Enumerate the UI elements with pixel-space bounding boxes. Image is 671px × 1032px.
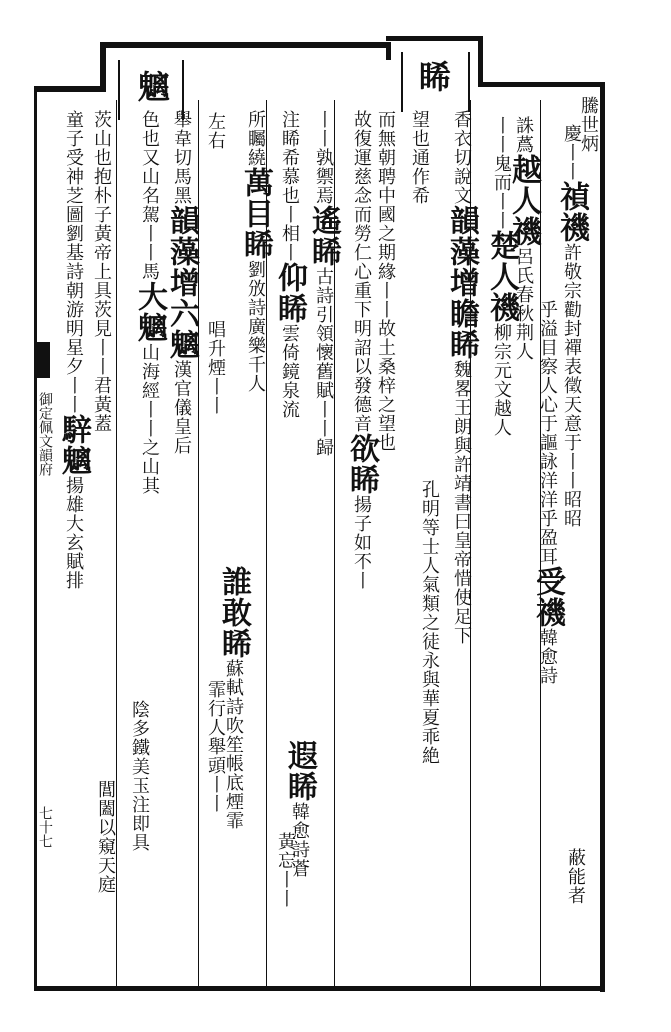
text-run: 劉攽詩廣樂千人: [245, 260, 266, 393]
text-column-13: [238, 110, 273, 393]
frame-tab2-right: [478, 36, 483, 86]
headword: 騂魑: [56, 414, 91, 476]
text-column-6: [566, 848, 584, 905]
header-box2-left: [401, 52, 403, 112]
text-run: 茨山也抱朴子黃帝上具茨見丨丨君黃蓋: [91, 110, 112, 433]
page-number: 七十七: [37, 806, 53, 848]
headword: 楚人禨: [484, 230, 519, 323]
text-run: 韓愈詩蒼: [289, 802, 310, 878]
section-header-xi: 睎: [414, 60, 452, 92]
headword: 受禨: [530, 566, 565, 628]
frame-tab2-top: [386, 36, 482, 41]
text-run: 故復運慈念而勞仁心重下明詔以發德音: [351, 110, 372, 433]
headword: 欲睎: [344, 433, 379, 495]
frame-top-right: [478, 82, 603, 87]
text-run: 漢官儀皇后: [171, 360, 192, 455]
text-column-9: [376, 110, 394, 452]
text-run: 古詩引領: [313, 267, 334, 343]
text-run: 孔明等士人氣類之徒永與華夏乖絶: [419, 480, 440, 765]
text-column-7: [444, 110, 479, 645]
text-column-21: [96, 780, 114, 894]
text-run: 所矚繞: [245, 110, 266, 167]
headword: 越人禨: [506, 154, 541, 247]
text-run: 蔽能者: [565, 848, 586, 905]
headword: 韻藻增瞻睎: [444, 205, 479, 360]
headword: 禎禨: [554, 181, 589, 243]
text-column-10: [344, 110, 379, 590]
text-run: 駕丨丨馬: [139, 205, 160, 281]
text-run: 霏行人舉頭丨丨: [205, 680, 226, 813]
text-column-16: [164, 110, 199, 455]
text-column-8b: [420, 480, 438, 765]
headword: 誰敢睎: [216, 566, 251, 659]
headword: 仰睎: [272, 262, 307, 324]
text-run: 黃忘丨丨: [275, 832, 296, 908]
text-run: 柳宗元文越人: [491, 323, 512, 437]
text-run: 陰多鐵美玉注即具: [129, 700, 150, 852]
headword: 遙睎: [306, 205, 341, 267]
text-column-13b: [276, 832, 294, 908]
frame-bottom: [34, 986, 605, 991]
frame-left: [34, 86, 37, 991]
text-run: 騰世炳: [578, 96, 599, 153]
text-column-20: [56, 110, 91, 590]
text-run: 唱升煙丨丨: [205, 320, 226, 415]
text-column-17: [132, 110, 167, 495]
rule-line: [116, 100, 117, 986]
frame-tab1-left: [100, 46, 106, 92]
header-box1-left: [118, 60, 120, 120]
text-run: 揚雄大玄賦排: [63, 476, 84, 590]
text-run: 而無朝聘中國之期緣丨丨故土桑梓之望也: [375, 110, 396, 452]
text-run: 色也又山名: [139, 110, 160, 205]
text-run: 魏畧王朗與許靖書曰皇帝惜使足下: [451, 360, 472, 645]
text-run: 揚子如不丨: [351, 495, 372, 590]
frame-tab1-top: [100, 42, 390, 48]
text-column-14: [206, 112, 224, 150]
frame-right: [600, 82, 605, 992]
text-run: 左右: [205, 112, 226, 150]
text-column-18: [130, 700, 148, 852]
fold-marker: [36, 342, 50, 378]
text-column-11: [306, 110, 341, 457]
text-run: 望也通作希: [409, 110, 430, 205]
headword: 萬目睎: [238, 167, 273, 260]
text-run: 呂氏春秋荆人: [513, 247, 534, 361]
text-run: 韓愈詩: [537, 628, 558, 685]
text-run: 舉韋切馬黑: [171, 110, 192, 205]
text-run: 丨相丨: [279, 205, 300, 262]
text-run: 閶闔以窺天庭: [95, 780, 116, 894]
text-run: 誅蔿: [513, 116, 534, 154]
text-column-14b: [206, 320, 224, 415]
headword: 韻藻增六魑: [164, 205, 199, 360]
text-column-8: [410, 110, 428, 205]
text-run: 丨丨孰禦焉: [313, 110, 334, 205]
text-column-19: [92, 110, 110, 433]
text-run: 香衣切說文: [451, 110, 472, 205]
section-header-chi: 魑: [133, 70, 171, 102]
frame-tab1-right: [386, 42, 391, 60]
text-run: 注睎希慕也: [279, 110, 300, 205]
margin-book-title: 御定佩文韻府: [37, 392, 53, 476]
text-run: 雲倚鏡泉流: [279, 324, 300, 419]
text-run: 慶丨丨: [561, 124, 582, 181]
text-run: 山海經丨丨之山其: [139, 343, 160, 495]
headword: 大魑: [132, 281, 167, 343]
text-run: 鬼而丨丨: [491, 154, 512, 230]
text-column-5: [484, 116, 519, 437]
text-run: 童子受神芝圖劉基詩朝游明星夕丨丨: [63, 110, 84, 414]
frame-top-left: [34, 86, 104, 92]
text-run: 蘇軾詩吹笙帳底煙霏: [223, 659, 244, 830]
text-run: 許敬宗勸封禪表徵天意于丨丨昭昭: [561, 243, 582, 528]
text-run: 乎溢目察人心于謳詠洋洋乎盈耳: [537, 300, 558, 566]
text-column-15: [206, 680, 224, 813]
text-column-12: [272, 110, 307, 419]
text-run: 懷舊賦丨丨歸: [313, 343, 334, 457]
headword: 遐睎: [282, 740, 317, 802]
text-run: 丨丨: [491, 116, 512, 154]
